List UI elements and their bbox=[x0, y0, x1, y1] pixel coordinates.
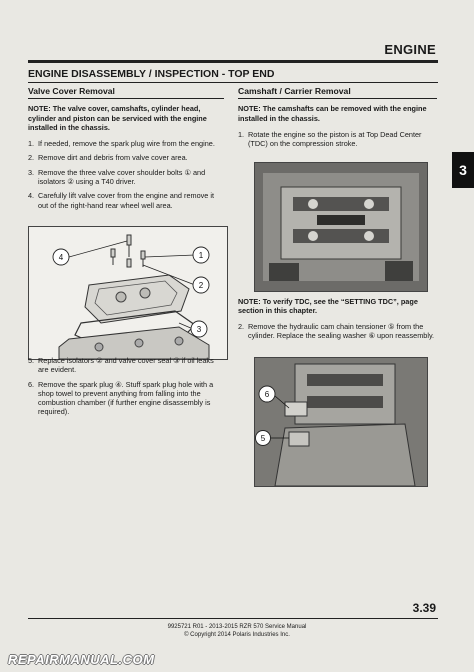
step bbox=[28, 191, 224, 210]
step-text: Carefully lift valve cover from the engine and remove it out of the right-hand rear wheel well area. bbox=[38, 191, 215, 210]
step bbox=[28, 139, 224, 148]
callout-5: 5 bbox=[260, 434, 266, 443]
step-number: 1. bbox=[238, 129, 245, 139]
step bbox=[28, 356, 224, 375]
step-number: 2. bbox=[28, 153, 35, 163]
watermark: REPAIRMANUAL.COM bbox=[8, 652, 155, 667]
step-text: Remove the spark plug ④. Stuff spark plug hole with a shop towel to prevent anything from falling into the combustion chamber (if further engine disassembly is required). bbox=[38, 379, 214, 417]
valve-cover-steps-continued bbox=[28, 356, 224, 422]
valve-cover-column bbox=[28, 87, 224, 215]
engine-tdc-photo bbox=[254, 162, 428, 292]
header-rule bbox=[28, 60, 438, 63]
callout-2: 2 bbox=[198, 281, 204, 290]
step-number: 3. bbox=[28, 167, 35, 177]
cam-chain-tensioner-photo bbox=[254, 357, 428, 487]
camshaft-note: NOTE: The camshafts can be removed with the engine installed in the chassis. bbox=[238, 104, 427, 123]
step-text: Replace isolators ② and valve cover seal ③ if oil leaks are evident. bbox=[38, 356, 214, 375]
page-number: 3.39 bbox=[412, 601, 436, 615]
engine-tdc-illustration bbox=[255, 163, 427, 291]
camshaft-column bbox=[238, 87, 437, 153]
step bbox=[28, 153, 224, 162]
step-text: Remove the three valve cover shoulder bolts ① and isolators ② using a T40 driver. bbox=[38, 167, 206, 187]
step-number: 6. bbox=[28, 379, 35, 389]
callout-6: 6 bbox=[264, 390, 270, 399]
step-text: Remove the hydraulic cam chain tensioner ⑤ from the cylinder. Replace the sealing washer ⑥ upon reassembly. bbox=[248, 322, 435, 341]
step bbox=[28, 168, 224, 187]
valve-cover-note: NOTE: The valve cover, camshafts, cylinder head, cylinder and piston can be serviced with the engine installed in the chassis. bbox=[28, 104, 207, 132]
step bbox=[238, 130, 437, 149]
chapter-tab: 3 bbox=[452, 152, 474, 188]
camshaft-steps-continued bbox=[238, 322, 437, 346]
section-title: ENGINE DISASSEMBLY / INSPECTION - TOP END bbox=[28, 68, 275, 80]
footer-manual-id: 9925721 R01 - 2013-2015 RZR 570 Service Manual bbox=[167, 624, 307, 630]
valve-cover-figure bbox=[28, 226, 228, 360]
footer-copyright: © Copyright 2014 Polaris Industries Inc. bbox=[184, 632, 290, 638]
camshaft-heading: Camshaft / Carrier Removal bbox=[238, 87, 437, 99]
chapter-title: ENGINE bbox=[384, 42, 436, 57]
tdc-note: NOTE: To verify TDC, see the “SETTING TDC”, page section in this chapter. bbox=[238, 297, 418, 316]
callout-4: 4 bbox=[58, 253, 64, 262]
step-number: 4. bbox=[28, 191, 35, 201]
step-text: Rotate the engine so the piston is at Top Dead Center (TDC) on the compression stroke. bbox=[248, 129, 422, 149]
step-number: 5. bbox=[28, 356, 35, 365]
callout-3: 3 bbox=[196, 325, 202, 334]
step-text: Remove dirt and debris from valve cover area. bbox=[38, 153, 188, 163]
footer-rule bbox=[28, 618, 438, 619]
callout-1: 1 bbox=[198, 251, 204, 260]
tensioner-illustration bbox=[255, 358, 427, 486]
step bbox=[238, 322, 437, 341]
step-text: If needed, remove the spark plug wire from the engine. bbox=[38, 139, 215, 149]
valve-cover-heading: Valve Cover Removal bbox=[28, 87, 224, 99]
step-number: 2. bbox=[238, 322, 245, 331]
step bbox=[28, 380, 224, 417]
step-number: 1. bbox=[28, 139, 35, 149]
section-rule bbox=[28, 82, 438, 83]
valve-cover-illustration bbox=[29, 227, 227, 359]
